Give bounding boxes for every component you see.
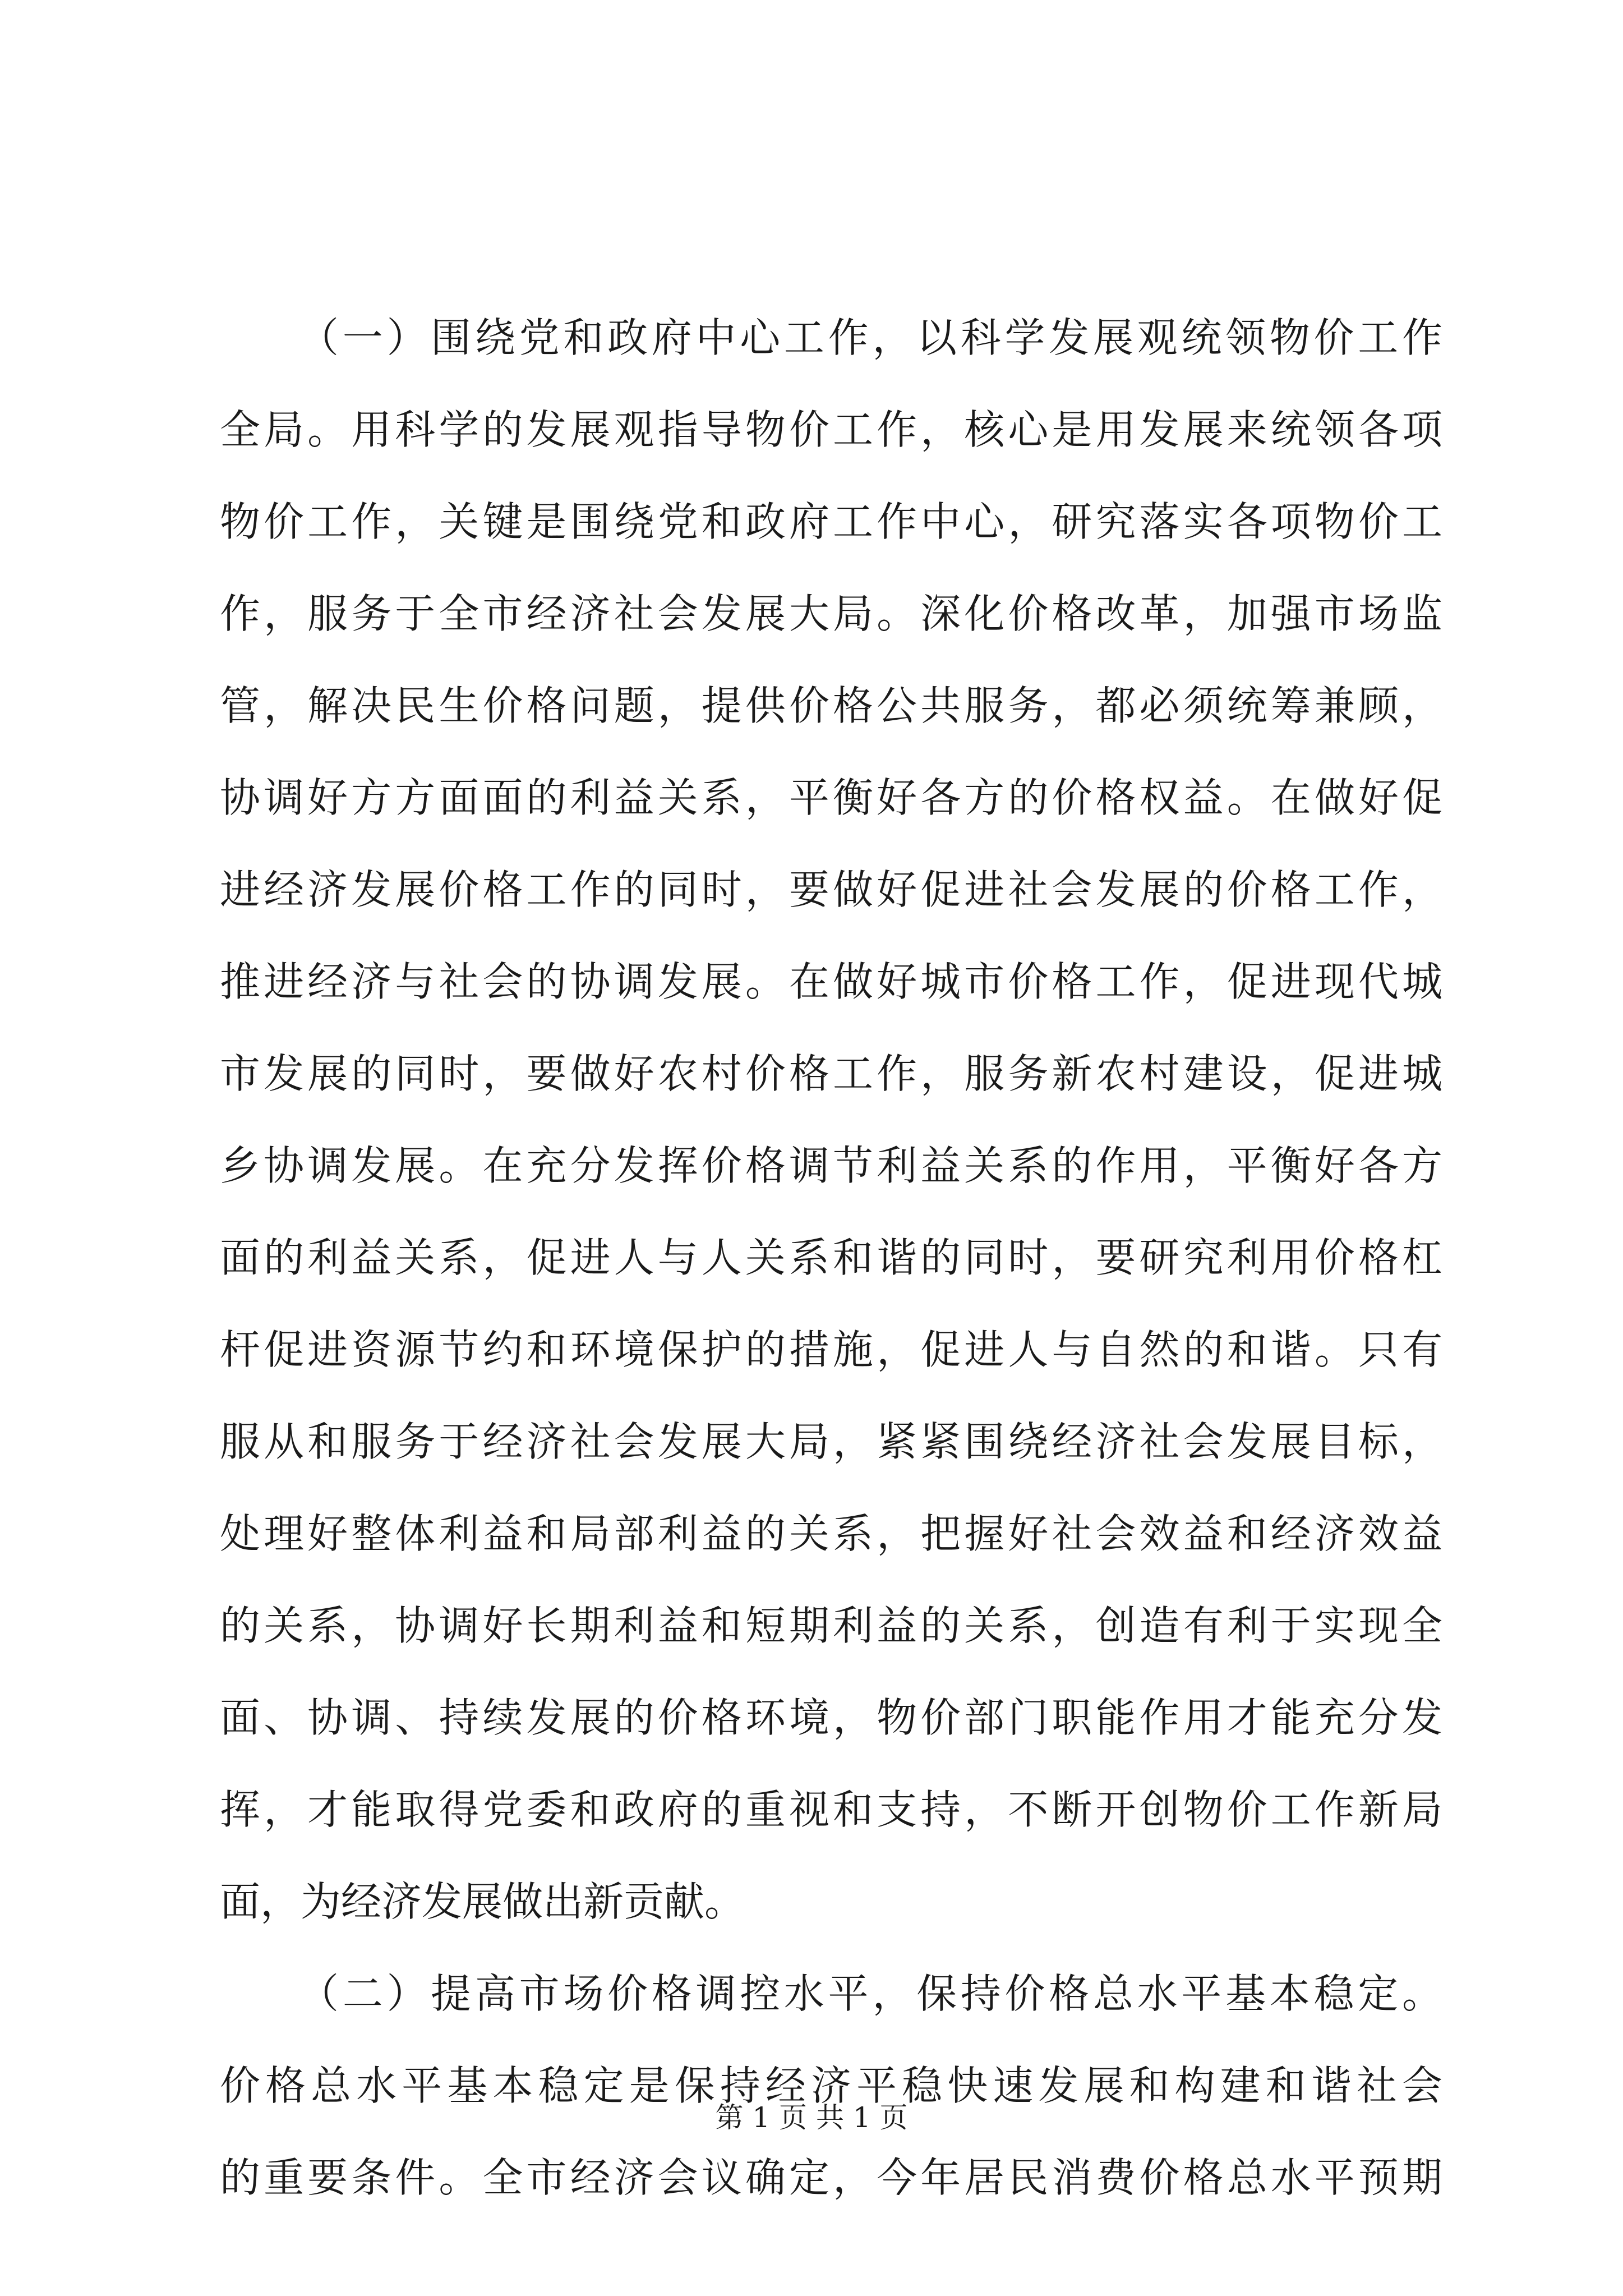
paragraph-1-line-12: 杆促进资源节约和环境保护的措施，促进人与自然的和谐。只有 xyxy=(220,1326,1442,1373)
paragraph-2-line-2: 价格总水平基本稳定是保持经济平稳快速发展和构建和谐社会 xyxy=(220,2062,1442,2109)
paragraph-1-line-14: 处理好整体利益和局部利益的关系，把握好社会效益和经济效益 xyxy=(220,1510,1442,1557)
paragraph-1-line-9: 市发展的同时，要做好农村价格工作，服务新农村建设，促进城 xyxy=(220,1050,1442,1097)
paragraph-1-line-7: 进经济发展价格工作的同时，要做好促进社会发展的价格工作， xyxy=(220,866,1442,913)
paragraph-2-line-3: 的重要条件。全市经济会议确定，今年居民消费价格总水平预期 xyxy=(220,2154,1442,2201)
page-footer xyxy=(0,2101,1623,2134)
paragraph-1-line-3: 物价工作，关键是围绕党和政府工作中心，研究落实各项物价工 xyxy=(220,498,1442,545)
paragraph-1-line-15: 的关系，协调好长期利益和短期利益的关系，创造有利于实现全 xyxy=(220,1602,1442,1649)
paragraph-1-line-6: 协调好方方面面的利益关系，平衡好各方的价格权益。在做好促 xyxy=(220,774,1442,821)
paragraph-1-line-4: 作，服务于全市经济社会发展大局。深化价格改革，加强市场监 xyxy=(220,590,1442,637)
paragraph-1-line-2: 全局。用科学的发展观指导物价工作，核心是用发展来统领各项 xyxy=(220,406,1442,453)
paragraph-1-line-17: 挥，才能取得党委和政府的重视和支持，不断开创物价工作新局 xyxy=(220,1786,1442,1833)
paragraph-1-line-1: （一）围绕党和政府中心工作，以科学发展观统领物价工作 xyxy=(298,314,1442,361)
paragraph-1-line-18: 面，为经济发展做出新贡献。 xyxy=(220,1878,745,1925)
page-number-label: 第 1 页 共 1 页 xyxy=(715,2101,908,2134)
paragraph-1-line-10: 乡协调发展。在充分发挥价格调节利益关系的作用，平衡好各方 xyxy=(220,1142,1442,1189)
paragraph-1-line-8: 推进经济与社会的协调发展。在做好城市价格工作，促进现代城 xyxy=(220,958,1442,1005)
paragraph-1-line-11: 面的利益关系，促进人与人关系和谐的同时，要研究利用价格杠 xyxy=(220,1234,1442,1281)
paragraph-1-line-13: 服从和服务于经济社会发展大局，紧紧围绕经济社会发展目标， xyxy=(220,1418,1442,1465)
paragraph-1-line-5: 管，解决民生价格问题，提供价格公共服务，都必须统筹兼顾， xyxy=(220,682,1442,729)
document-body xyxy=(220,292,1442,2224)
paragraph-2-line-1: （二）提高市场价格调控水平，保持价格总水平基本稳定。 xyxy=(298,1970,1442,2017)
paragraph-1-line-16: 面、协调、持续发展的价格环境，物价部门职能作用才能充分发 xyxy=(220,1694,1442,1741)
